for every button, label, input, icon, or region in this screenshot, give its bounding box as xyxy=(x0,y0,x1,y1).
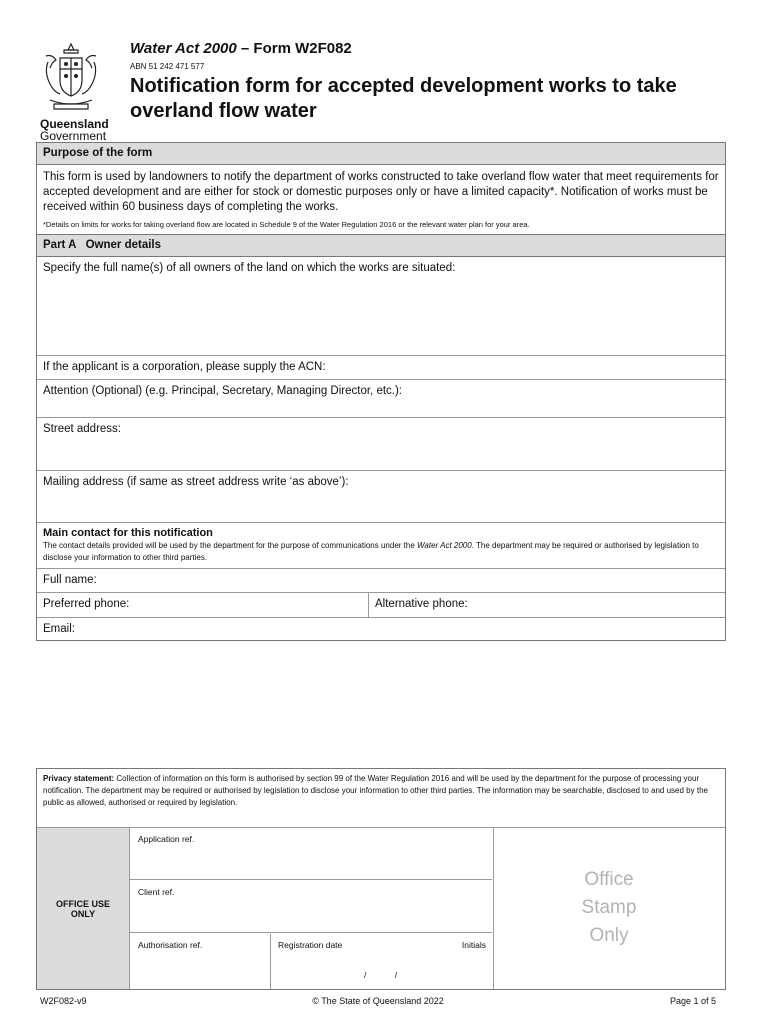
contact-note-post: . The department may be required or authorised by legislation to disclose your information to other third parties. xyxy=(43,541,699,562)
office-use-section xyxy=(36,768,726,990)
logo-name: Queensland xyxy=(40,117,109,131)
page-number: Page 1 of 5 xyxy=(669,996,716,1006)
preferred-phone-field[interactable] xyxy=(37,593,369,617)
application-ref-field[interactable] xyxy=(130,828,492,880)
main-contact-note xyxy=(37,540,725,569)
client-ref-field[interactable] xyxy=(130,881,492,933)
client-ref-label: Client ref. xyxy=(138,887,175,897)
purpose-heading: Purpose of the form xyxy=(37,143,725,165)
street-address-label: Street address: xyxy=(43,423,121,435)
notification-form xyxy=(36,142,726,641)
copyright: © The State of Queensland 2022 xyxy=(312,996,444,1006)
authorisation-ref-label: Authorisation ref. xyxy=(138,940,203,950)
page-title: Notification form for accepted development works to take overland flow water xyxy=(130,75,677,122)
authorisation-ref-field[interactable] xyxy=(130,934,271,989)
alternative-phone-field[interactable] xyxy=(369,593,474,617)
abn-number: ABN 51 242 471 577 xyxy=(130,62,205,71)
registration-date-label: Registration date xyxy=(278,940,343,950)
application-ref-label: Application ref. xyxy=(138,834,195,844)
office-use-label: OFFICE USE ONLY xyxy=(37,828,130,989)
alternative-phone-label: Alternative phone: xyxy=(375,598,468,610)
office-stamp-text xyxy=(494,866,724,950)
form-code: W2F082-v9 xyxy=(40,996,87,1006)
form-number: – Form W2F082 xyxy=(236,40,352,57)
privacy-title: Privacy statement: xyxy=(43,774,115,783)
preferred-phone-label: Preferred phone: xyxy=(43,598,130,610)
acn-label: If the applicant is a corporation, please supply the ACN: xyxy=(43,361,326,373)
owners-label: Specify the full name(s) of all owners of the land on which the works are situated: xyxy=(43,262,456,274)
coat-of-arms-icon xyxy=(40,40,102,116)
office-stamp-area xyxy=(493,828,726,989)
contact-note-pre: The contact details provided will be used by the department for the purpose of communications under the xyxy=(43,541,417,550)
privacy-body: Collection of information on this form is authorised by section 99 of the Water Regulation 2016 and will be used by the department for the purpose of processing your notification. The department may be required or authorised by legislation to disclose your information to other third parties. The information may be searchable, disclosed to and used by the public as allowed, authorised or required by legislation. xyxy=(43,774,708,807)
attention-field[interactable] xyxy=(37,380,725,418)
attention-label: Attention (Optional) (e.g. Principal, Secretary, Managing Director, etc.): xyxy=(43,385,402,397)
contact-note-act: Water Act 2000 xyxy=(417,541,472,550)
phone-row xyxy=(37,593,725,618)
form-act-line xyxy=(130,40,352,57)
main-contact-heading: Main contact for this notification xyxy=(43,527,213,539)
email-field[interactable] xyxy=(37,618,725,640)
privacy-statement xyxy=(37,769,725,828)
purpose-footnote: *Details on limits for works for taking overland flow are located in Schedule 9 of the Water Regulation 2016 or the relevant water plan for your area. xyxy=(37,218,725,235)
logo-subtitle: Government xyxy=(40,129,107,143)
mailing-address-label: Mailing address (if same as street address write ‘as above’): xyxy=(43,476,349,488)
queensland-government-logo xyxy=(34,40,114,143)
part-a-heading: Part A Owner details xyxy=(37,235,725,257)
stamp-line-1: Office xyxy=(584,869,634,890)
acn-field[interactable] xyxy=(37,356,725,380)
act-title: Water Act 2000 xyxy=(130,40,237,57)
full-name-field[interactable] xyxy=(37,569,725,593)
document-header xyxy=(34,36,734,142)
registration-date-field[interactable] xyxy=(272,934,492,989)
mailing-address-field[interactable] xyxy=(37,471,725,523)
date-separators: / / xyxy=(364,970,398,980)
email-label: Email: xyxy=(43,623,75,635)
stamp-line-2: Stamp xyxy=(581,897,637,918)
stamp-line-3: Only xyxy=(589,925,629,946)
owners-field[interactable] xyxy=(37,257,725,356)
initials-label: Initials xyxy=(461,940,486,950)
purpose-body: This form is used by landowners to notify the department of works constructed to take overland flow water that meet requirements for accepted development and are either for stock or domestic purposes only or have a limited capacity*. Notification of works must be received within 60 business days of completing the works. xyxy=(43,171,719,213)
full-name-label: Full name: xyxy=(43,574,97,586)
street-address-field[interactable] xyxy=(37,418,725,471)
